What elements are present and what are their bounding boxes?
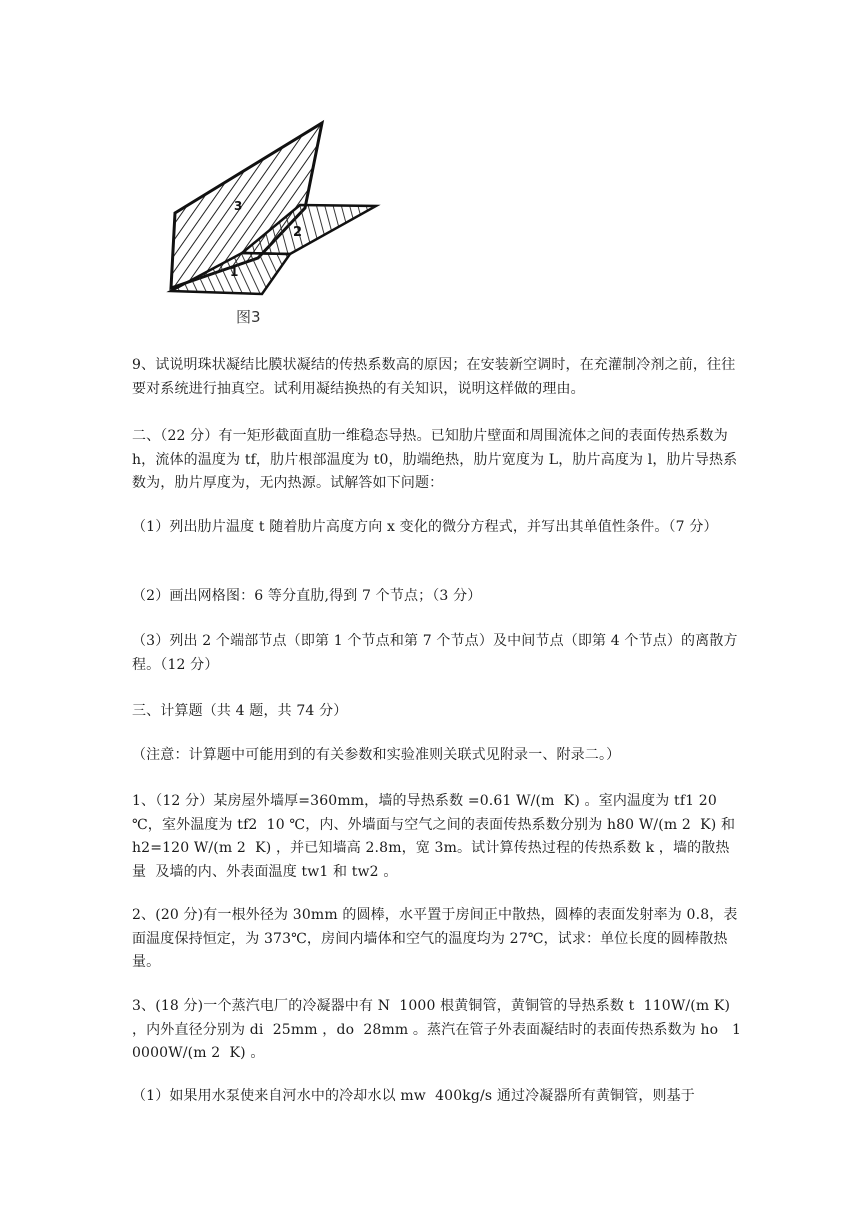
calc-question-3-part-1: （1）如果用水泵使来自河水中的冷却水以 mw 400kg/s 通过冷凝器所有黄铜管，则基于 [132,1088,695,1104]
fin-diagram [160,118,390,303]
figure-caption: 图3 [236,308,261,326]
calc-question-2: 2、(20 分)有一根外径为 30mm 的圆棒，水平置于房间正中散热，圆棒的表面发射率为 0.8，表面温度保持恒定，为 373℃，房间内墙体和空气的温度均为 27℃，试求：单位长度的圆棒散热量。 [132,907,738,970]
label-2: 2 [293,225,303,240]
calc-question-1: 1、（12 分）某房屋外墙厚=360mm，墙的导热系数 =0.61 W/(m K) 。室内温度为 tf1 20 ℃，室外温度为 tf2 10 ℃，内、外墙面与空气之间的表面传热系数分别为 h80 W/(m 2 K) 和 h2=120 W/(m 2 K) ，并已知墙高 2.8m，宽 3m。试计算传热过程的传热系数 k ，墙的散热量 及墙的内、外表面温度 tw1 和 tw2 。 [132,793,740,880]
label-3: 3 [234,199,243,213]
section-3-heading: 三、计算题（共 4 题，共 74 分） [132,703,348,719]
question-9: 9、试说明珠状凝结比膜状凝结的传热系数高的原因；在安装新空调时，在充灌制冷剂之前，往往要对系统进行抽真空。试利用凝结换热的有关知识，说明这样做的理由。 [132,357,736,397]
section-2-part-1: （1）列出肋片温度 t 随着肋片高度方向 x 变化的微分方程式，并写出其单值性条件。（7 分） [132,519,718,535]
label-1: 1 [230,265,239,279]
section-2-intro: 二、（22 分）有一矩形截面直肋一维稳态导热。已知肋片壁面和周围流体之间的表面传热系数为 h，流体的温度为 tf，肋片根部温度为 t0，肋端绝热，肋片宽度为 L，肋片高度为 l，肋片导热系数为，肋片厚度为，无内热源。试解答如下问题： [132,428,738,491]
calc-question-3: 3、(18 分)一个蒸汽电厂的冷凝器中有 N 1000 根黄铜管，黄铜管的导热系数 t 110W/(m K) ，内外直径分别为 di 25mm ，do 28mm 。蒸汽在管子外表面凝结时的表面传热系数为 ho 10000W/(m 2 K) 。 [132,998,742,1061]
section-3-note: （注意：计算题中可能用到的有关参数和实验准则关联式见附录一、附录二。） [132,747,621,763]
figure-3 [160,118,390,333]
section-2-part-3: （3）列出 2 个端部节点（即第 1 个节点和第 7 个节点）及中间节点（即第 4 个节点）的离散方程。（12 分） [132,633,738,673]
section-2-part-2: （2）画出网格图：6 等分直肋,得到 7 个节点；（3 分） [132,588,482,604]
